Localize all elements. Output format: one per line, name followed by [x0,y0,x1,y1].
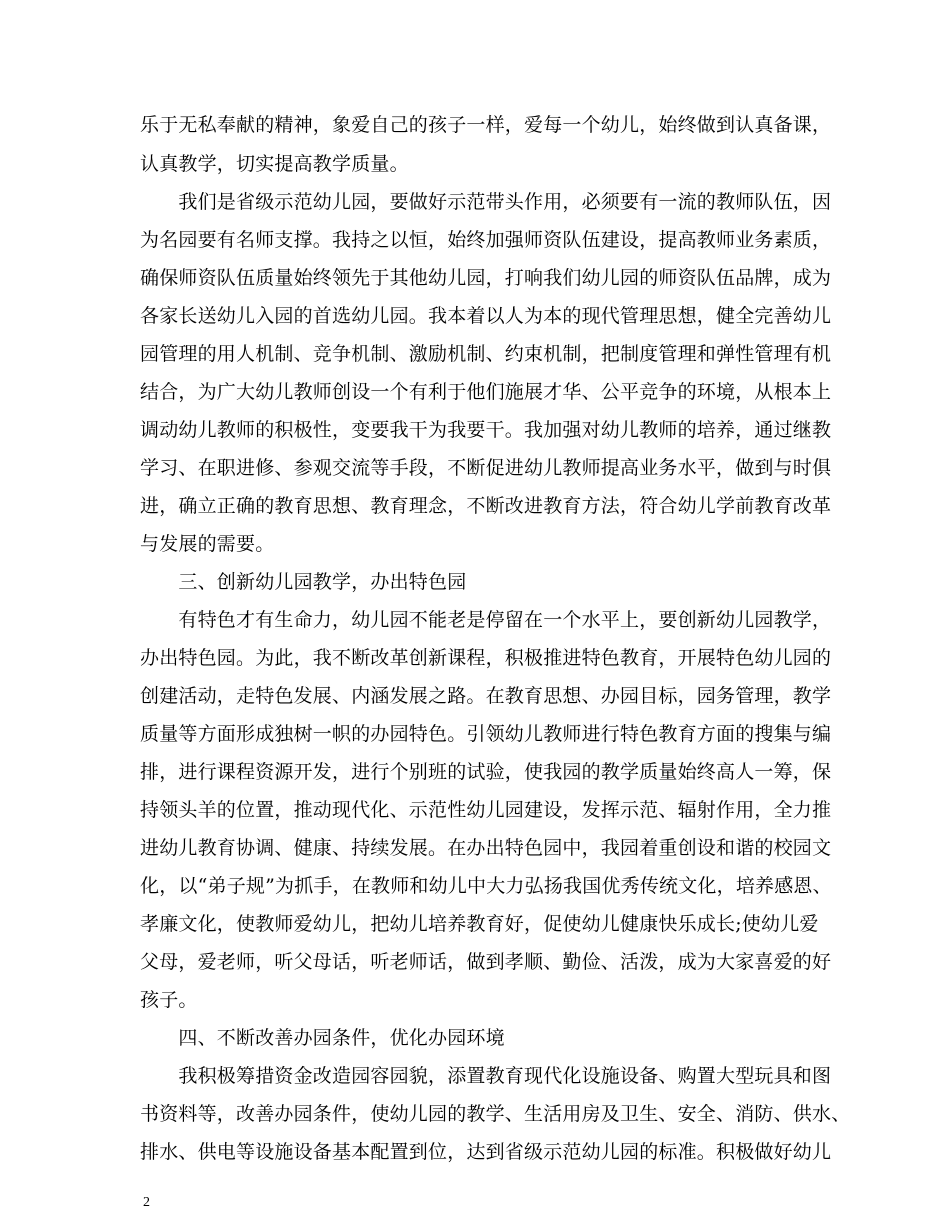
text-line: 排，进行课程资源开发，进行个别班的试验，使我园的教学质量始终高人一筹，保 [140,761,832,783]
text-line: 书资料等，改善办园条件，使幼儿园的教学、生活用房及卫生、安全、消防、供水、 [140,1103,851,1125]
text-line: 进幼儿教育协调、健康、持续发展。在办出特色园中，我园着重创设和谐的校园文 [140,837,832,859]
text-line: 学习、在职进修、参观交流等手段，不断促进幼儿教师提高业务水平，做到与时俱 [140,457,832,479]
text-line: 质量等方面形成独树一帜的办园特色。引领幼儿教师进行特色教育方面的搜集与编 [140,723,832,745]
text-line: 排水、供电等设施设备基本配置到位，达到省级示范幼儿园的标准。积极做好幼儿 [140,1141,832,1163]
text-line: 结合，为广大幼儿教师创设一个有利于他们施展才华、公平竞争的环境，从根本上 [140,381,832,403]
text-line: 办出特色园。为此，我不断改革创新课程，积极推进特色教育，开展特色幼儿园的 [140,647,832,669]
text-line: 父母，爱老师，听父母话，听老师话，做到孝顺、勤俭、活泼，成为大家喜爱的好 [140,951,832,973]
text-line: 确保师资队伍质量始终领先于其他幼儿园，打响我们幼儿园的师资队伍品牌，成为 [140,267,832,289]
text-line: 认真教学，切实提高教学质量。 [140,153,409,175]
text-line: 持领头羊的位置，推动现代化、示范性幼儿园建设，发挥示范、辐射作用，全力推 [140,799,832,821]
text-line: 乐于无私奉献的精神，象爱自己的孩子一样，爱每一个幼儿，始终做到认真备课， [140,114,832,136]
text-line: 与发展的需要。 [140,533,275,555]
section-heading: 三、创新幼儿园教学，办出特色园 [140,571,467,593]
text-line: 有特色才有生命力，幼儿园不能老是停留在一个水平上，要创新幼儿园教学， [140,609,832,631]
text-line: 我积极筹措资金改造园容园貌，添置教育现代化设施设备、购置大型玩具和图 [140,1065,832,1087]
section-heading: 四、不断改善办园条件，优化办园环境 [140,1027,505,1049]
text-line: 园管理的用人机制、竞争机制、激励机制、约束机制，把制度管理和弹性管理有机 [140,343,832,365]
text-line: 创建活动，走特色发展、内涵发展之路。在教育思想、办园目标，园务管理，教学 [140,685,832,707]
text-line: 调动幼儿教师的积极性，变要我干为我要干。我加强对幼儿教师的培养，通过继教 [140,419,832,441]
text-line: 进，确立正确的教育思想、教育理念，不断改进教育方法，符合幼儿学前教育改革 [140,495,832,517]
text-line: 我们是省级示范幼儿园，要做好示范带头作用，必须要有一流的教师队伍，因 [140,191,832,213]
text-line: 孩子。 [140,989,198,1011]
text-line: 孝廉文化，使教师爱幼儿，把幼儿培养教育好，促使幼儿健康快乐成长;使幼儿爱 [140,913,819,935]
text-line: 为名园要有名师支撑。我持之以恒，始终加强师资队伍建设，提高教师业务素质， [140,229,832,251]
page-number: 2 [143,1195,150,1210]
text-line: 各家长送幼儿入园的首选幼儿园。我本着以人为本的现代管理思想，健全完善幼儿 [140,305,832,327]
text-line: 化，以“弟子规”为抓手，在教师和幼儿中大力弘扬我国优秀传统文化，培养感恩、 [140,875,832,897]
